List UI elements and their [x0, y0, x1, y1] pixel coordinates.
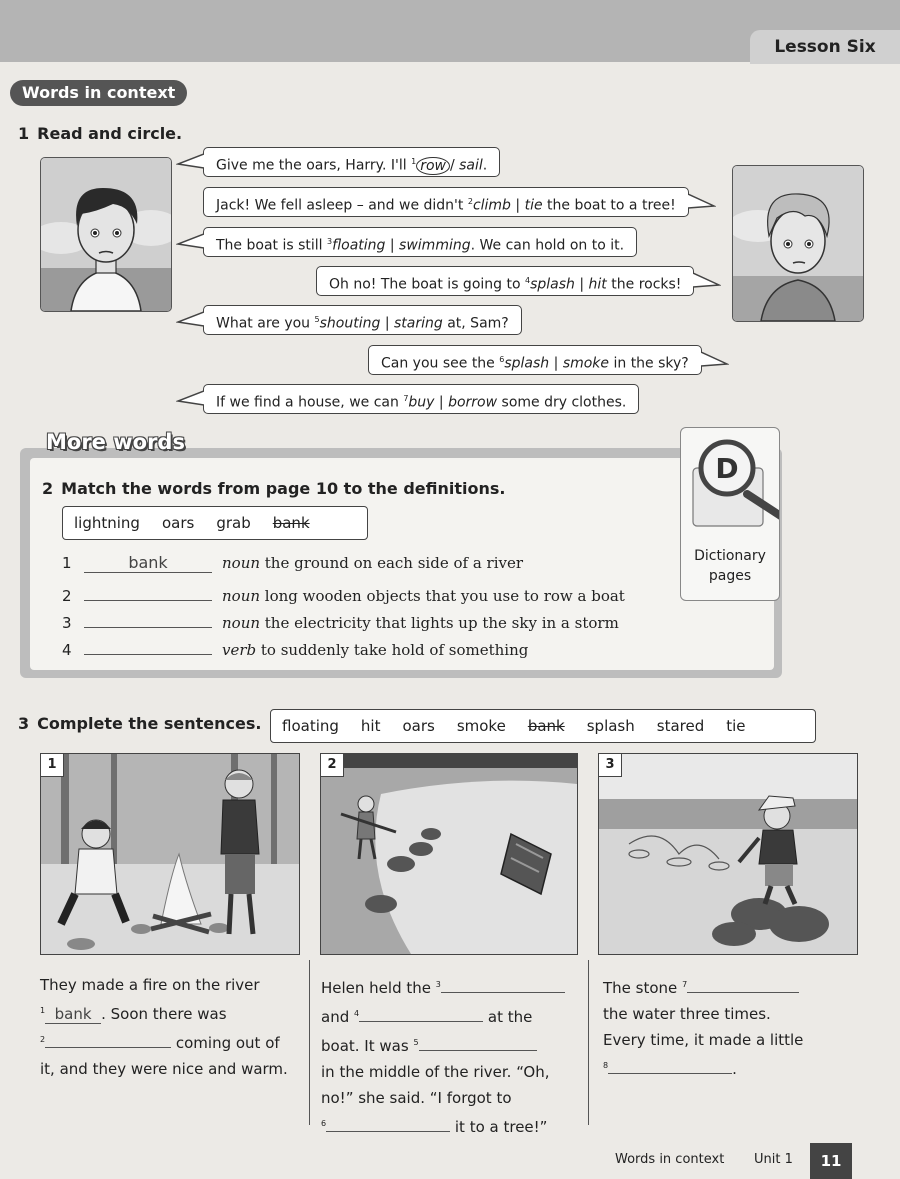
dictionary-pages-card [680, 427, 780, 601]
bubble-tail-left [176, 148, 204, 176]
answer-blank[interactable]: bank [84, 554, 212, 573]
word-box-3: floating hit oars smoke bank splash stared tie [270, 709, 816, 743]
boy-left-illustration [41, 158, 171, 311]
bubble-tail-left [176, 306, 204, 334]
page-number: 11 [810, 1143, 852, 1179]
answer-blank[interactable] [359, 1003, 483, 1022]
definition-row-4: 4 verb to suddenly take hold of something [62, 636, 528, 659]
answer-blank[interactable] [608, 1055, 732, 1074]
circled-answer: row [416, 157, 450, 175]
river-boat-illustration [321, 754, 577, 954]
answer-blank[interactable] [326, 1113, 450, 1132]
bubble-tail-left [176, 385, 204, 413]
sentence-column-3: The stone $^7$ the water three times. Every time, it made a little $^8$ . [603, 972, 853, 1082]
boy-portrait-right [732, 165, 864, 322]
bubble-tail-right [701, 346, 729, 374]
boy-right-illustration [733, 166, 863, 321]
answer-blank[interactable] [84, 636, 212, 655]
definition-row-1: 1 bank noun the ground on each side of a river [62, 553, 524, 572]
speech-bubble-5: What are you $^5$shouting | staring at, Sam? [203, 305, 522, 335]
bubble-tail-left [176, 228, 204, 256]
answer-blank[interactable] [84, 582, 212, 601]
footer-section: Words in context [615, 1152, 725, 1167]
picture-panel-3 [598, 753, 858, 955]
column-divider [309, 960, 310, 1125]
answer-blank[interactable] [84, 609, 212, 628]
speech-bubble-3: The boat is still $^3$floating | swimming. We can hold on to it. [203, 227, 637, 257]
answer-blank[interactable] [441, 974, 565, 993]
dictionary-letter: D [715, 452, 739, 485]
exercise-3-title: 3 Complete the sentences. [18, 714, 262, 733]
exercise-1-title: 1 Read and circle. [18, 124, 183, 143]
panel-number: 2 [321, 754, 344, 777]
speech-bubble-1: Give me the oars, Harry. I'll $^1$ row / sail. [203, 147, 500, 177]
answer-blank[interactable] [45, 1029, 171, 1048]
crossed-word: bank [272, 514, 310, 532]
exercise-2-title: 2 Match the words from page 10 to the definitions. [42, 479, 506, 498]
panel-number: 3 [599, 754, 622, 777]
magnifier-icon [681, 428, 779, 538]
answer-blank[interactable]: bank [45, 1005, 101, 1024]
definition-row-3: 3 noun the electricity that lights up the sky in a storm [62, 609, 619, 632]
speech-bubble-2: Jack! We fell asleep – and we didn't $^2$climb | tie the boat to a tree! [203, 187, 689, 217]
boy-portrait-left [40, 157, 172, 312]
sentence-column-2: Helen held the $^3$ and $^4$ at the boat. It was $^5$ in the middle of the river. “Oh, no!” she said. “I forgot to $^6$ it to a tree!” [321, 972, 583, 1140]
sentence-column-1: They made a fire on the river $^1$ bank . Soon there was $^2$ coming out of it, and they were nice and warm. [40, 976, 288, 1078]
campfire-illustration [41, 754, 299, 954]
picture-panel-2 [320, 753, 578, 955]
panel-number: 1 [41, 754, 64, 777]
speech-bubble-6: Can you see the $^6$splash | smoke in the sky? [368, 345, 702, 375]
speech-bubble-7: If we find a house, we can $^7$buy | borrow some dry clothes. [203, 384, 639, 414]
definition-row-2: 2 noun long wooden objects that you use to row a boat [62, 582, 625, 605]
bubble-tail-right [688, 188, 716, 216]
bubble-tail-right [693, 267, 721, 295]
speech-bubble-4: Oh no! The boat is going to $^4$splash | hit the rocks! [316, 266, 694, 296]
section-heading: Words in context [10, 80, 187, 106]
answer-blank[interactable] [687, 974, 799, 993]
picture-panel-1 [40, 753, 300, 955]
more-words-title: More words [46, 430, 185, 454]
answer-blank[interactable] [419, 1032, 537, 1051]
crossed-word: bank [527, 717, 565, 735]
lesson-tab: Lesson Six [750, 30, 900, 64]
dictionary-label: Dictionary pages [694, 548, 766, 584]
column-divider [588, 960, 589, 1125]
footer-unit: Unit 1 [754, 1152, 793, 1167]
word-box-2: lightning oars grab bank [62, 506, 368, 540]
skimming-stone-illustration [599, 754, 857, 954]
